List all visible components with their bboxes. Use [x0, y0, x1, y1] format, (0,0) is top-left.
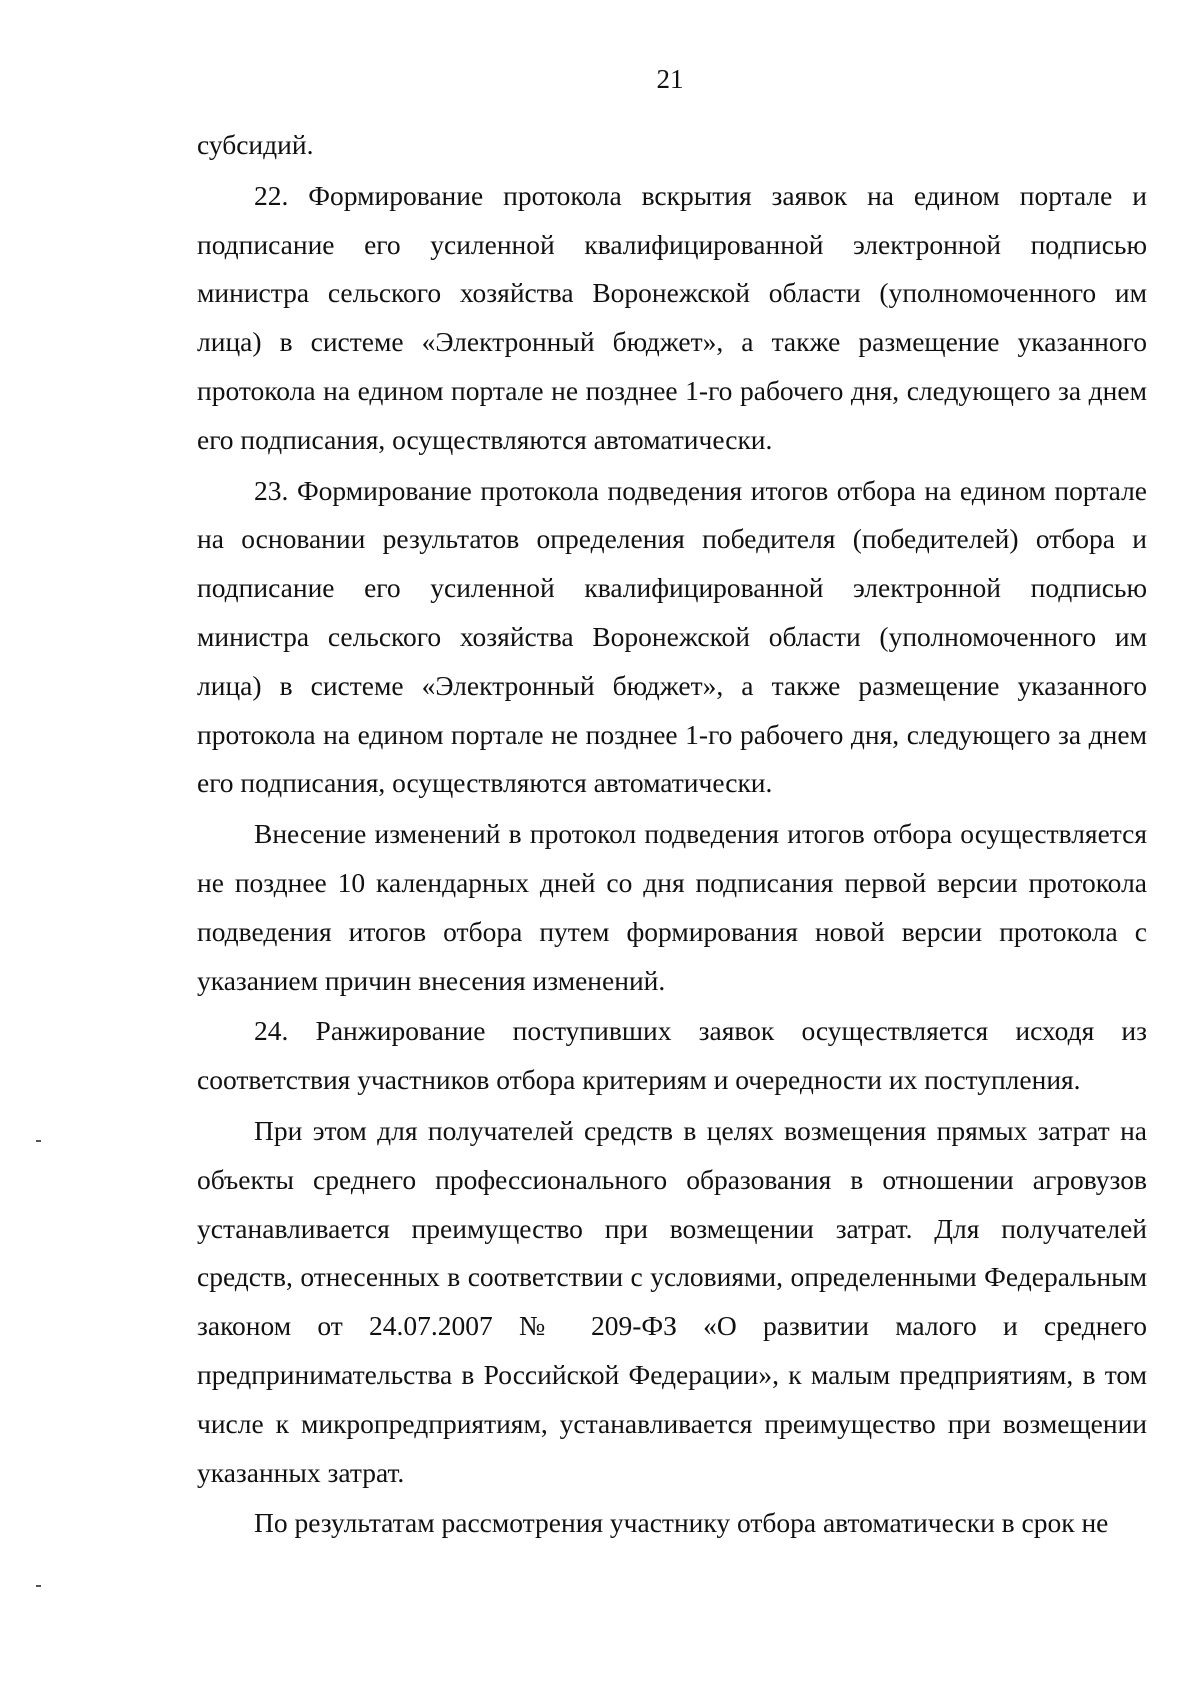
paragraph-protocol-changes: Внесение изменений в протокол подведения итогов отбора осуществляется не позднее 10 календарных дней со дня подписания первой версии протокола подведения итогов отбора путем формирования новой версии протокола с указанием причин внесения изменений. [197, 818, 1147, 996]
paragraph-23: 23. Формирование протокола подведения итогов отбора на едином портале на основании результатов определения победителя (победителей) отбора и подписание его усиленной квалифицированной электронной подписью министра сельского хозяйства Воронежской области (уполномоченного им лица) в системе «Электронный бюджет», а также размещение указанного протокола на едином портале не позднее 1-го рабочего дня, следующего за днем его подписания, осуществляются автоматически. [197, 474, 1147, 799]
paragraph-22: 22. Формирование протокола вскрытия заявок на едином портале и подписание его усиленной квалифицированной электронной подписью министра сельского хозяйства Воронежской области (уполномоченного им лица) в системе «Электронный бюджет», а также размещение указанного протокола на едином портале не позднее 1-го рабочего дня, следующего за днем его подписания, осуществляются автоматически. [197, 179, 1147, 455]
paragraph-preferences: При этом для получателей средств в целях возмещения прямых затрат на объекты среднего профессионального образования в отношении агровузов устанавливается преимущество при возмещении затрат. Для получателей средств, отнесенных в соответствии с условиями, определенными Федеральным законом от 24.07.2007 № 209-ФЗ «О развитии малого и среднего предпринимательства в Российской Федерации», к малым предприятиям, в том числе к микропредприятиям, устанавливается преимущество при возмещении указанных затрат. [197, 1114, 1147, 1488]
paragraph-results: По результатам рассмотрения участнику отбора автоматически в срок не [254, 1507, 1109, 1539]
paragraph-continuation: субсидий. [197, 129, 314, 160]
paragraph-24: 24. Ранжирование поступивших заявок осуществляется исходя из соответствия участников отбора критериям и очередности их поступления. [197, 1015, 1147, 1096]
scan-mark-upper [36, 1140, 41, 1142]
scan-mark-lower [36, 1585, 41, 1587]
page-number: 21 [656, 64, 684, 94]
document-body [197, 121, 1147, 1548]
